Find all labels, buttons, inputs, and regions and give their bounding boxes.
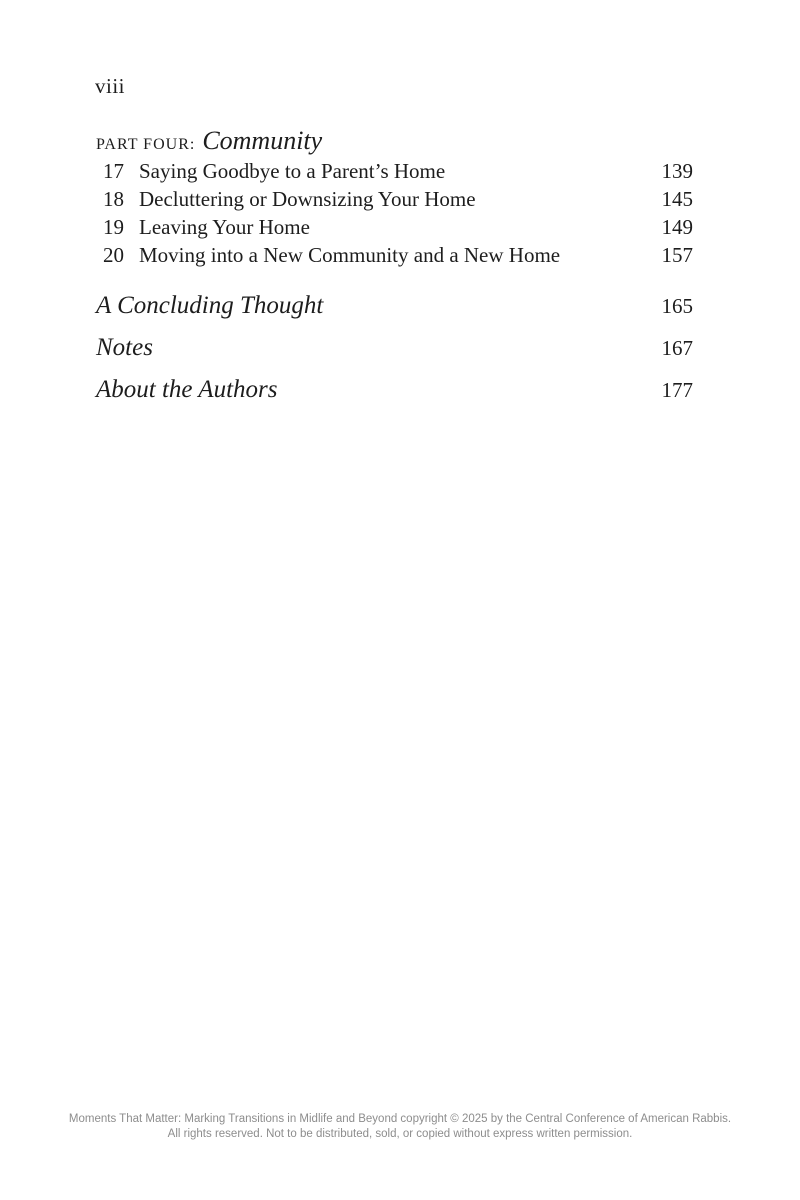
toc-entry [96, 213, 693, 241]
toc-entry [96, 241, 693, 269]
copyright-footer [0, 1112, 800, 1142]
copyright-line-1: Moments That Matter: Marking Transitions in Midlife and Beyond copyright © 2025 by the Central Conference of American Rabbis. [68, 1113, 732, 1125]
chapter-title: Moving into a New Community and a New Home [139, 243, 561, 267]
chapter-title: Saying Goodbye to a Parent’s Home [139, 159, 446, 183]
chapter-page-number: 145 [661, 187, 693, 211]
toc-entry [96, 375, 693, 405]
chapter-number: 20 [103, 243, 124, 267]
back-matter-title: Notes [96, 334, 153, 361]
back-matter-list [96, 291, 693, 417]
part-label: PART FOUR: [96, 136, 196, 153]
back-matter-page-number: 165 [661, 294, 693, 318]
chapter-number: 19 [103, 215, 124, 239]
part-heading [96, 126, 322, 156]
back-matter-page-number: 167 [661, 336, 693, 360]
toc-entry [96, 185, 693, 213]
chapter-list [96, 157, 693, 269]
back-matter-page-number: 177 [661, 378, 693, 402]
chapter-number: 18 [103, 187, 124, 211]
copyright-line-2: All rights reserved. Not to be distributed, sold, or copied without express written permission. [167, 1128, 633, 1140]
page-folio: viii [95, 74, 126, 98]
toc-entry [96, 333, 693, 363]
part-title: Community [202, 126, 323, 155]
back-matter-title: A Concluding Thought [96, 292, 324, 319]
chapter-title: Leaving Your Home [139, 215, 310, 239]
chapter-number: 17 [103, 159, 124, 183]
toc-entry [96, 157, 693, 185]
chapter-page-number: 139 [661, 159, 693, 183]
chapter-title: Decluttering or Downsizing Your Home [139, 187, 476, 211]
chapter-page-number: 157 [661, 243, 693, 267]
toc-entry [96, 291, 693, 321]
back-matter-title: About the Authors [96, 376, 278, 403]
chapter-page-number: 149 [661, 215, 693, 239]
